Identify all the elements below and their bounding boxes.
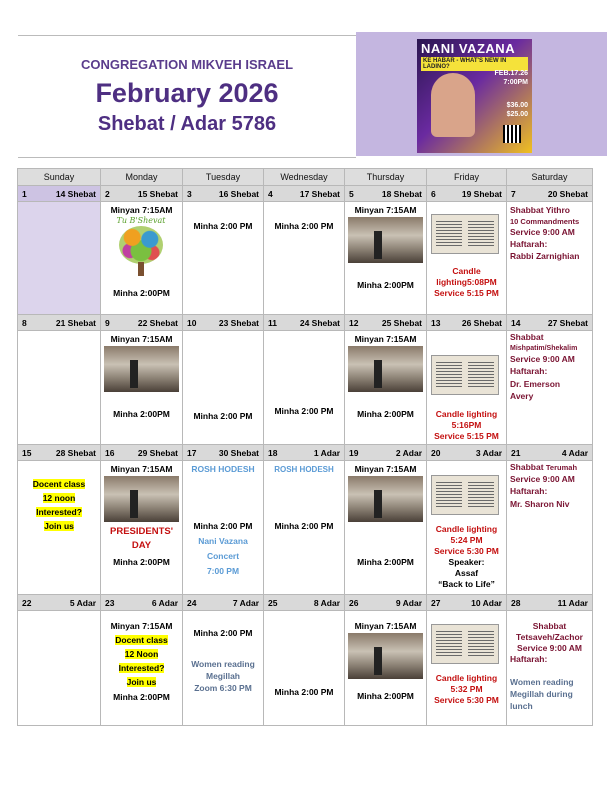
day-cell-mon xyxy=(101,331,183,445)
torah-scroll-photo xyxy=(431,624,499,664)
date-cell xyxy=(427,186,507,202)
date-cell xyxy=(264,186,345,202)
day-cell-fri xyxy=(427,331,507,445)
rosh-hodesh-label: ROSH HODESH xyxy=(191,464,255,474)
date-number: 18 xyxy=(268,447,278,458)
docent-class-note xyxy=(18,493,100,504)
minha-text: Minha 2:00 PM xyxy=(193,521,253,531)
hebrew-date: 20 Shebat xyxy=(547,188,588,199)
candle-lighting-text: Candle xyxy=(452,266,481,276)
megillah-reading-2: Megillah xyxy=(205,671,240,681)
minha-text: Minha 2:00PM xyxy=(357,409,414,419)
minha-text: Minha 2:00 PM xyxy=(274,406,334,416)
minyan-text: Minyan 7:15AM xyxy=(110,464,173,474)
service-text: Service 5:15 PM xyxy=(434,431,499,441)
candle-lighting-text: Candle lighting xyxy=(435,524,498,534)
date-number: 21 xyxy=(511,447,521,458)
shabbat-name: Shabbat xyxy=(532,621,567,631)
hebrew-date: 24 Shebat xyxy=(299,317,340,328)
day-cell-fri xyxy=(427,611,507,726)
date-number: 8 xyxy=(22,317,27,328)
header-bottom-rule xyxy=(18,157,356,158)
candle-lighting-text: Candle lighting xyxy=(435,673,498,683)
week-2-date-row xyxy=(18,315,593,331)
date-number: 24 xyxy=(187,597,197,608)
day-cell-sat xyxy=(507,202,593,315)
date-number: 3 xyxy=(187,188,192,199)
date-cell xyxy=(427,445,507,461)
date-number: 23 xyxy=(105,597,115,608)
speaker-label: Speaker: xyxy=(448,557,485,567)
date-cell xyxy=(101,445,183,461)
hebrew-date: 22 Shebat xyxy=(137,317,178,328)
docent-line-3: Interested? xyxy=(118,663,165,673)
date-cell xyxy=(18,445,101,461)
date-cell xyxy=(427,315,507,331)
synagogue-photo xyxy=(104,346,179,392)
day-cell-tue xyxy=(183,331,264,445)
date-cell xyxy=(18,595,101,611)
day-cell-mon xyxy=(101,461,183,595)
poster-date-text: FEB.17.26 xyxy=(494,70,528,77)
calendar-grid xyxy=(17,168,593,726)
docent-line-2: 12 Noon xyxy=(124,649,159,659)
docent-class-note xyxy=(101,663,182,674)
service-text: Service 5:30 PM xyxy=(434,695,499,705)
synagogue-photo xyxy=(348,476,423,522)
docent-class-note xyxy=(101,649,182,660)
date-number: 11 xyxy=(268,317,277,328)
hebrew-date: 16 Shebat xyxy=(218,188,259,199)
week-3-date-row xyxy=(18,445,593,461)
hebrew-date: 7 Adar xyxy=(232,597,259,608)
tree-crown xyxy=(119,226,163,264)
date-cell xyxy=(183,315,264,331)
torah-scroll-photo xyxy=(431,214,499,254)
poster-price-2: $25.00 xyxy=(506,111,528,118)
hebrew-date: 4 Adar xyxy=(561,447,588,458)
parasha-note: Mishpatim/Shekalim xyxy=(510,345,578,352)
month-title: February 2026 xyxy=(95,78,279,108)
minyan-text: Minyan 7:15AM xyxy=(354,464,417,474)
date-number: 27 xyxy=(431,597,441,608)
synagogue-photo xyxy=(104,476,179,522)
minha-text: Minha 2:00 PM xyxy=(274,221,334,231)
service-text: Service 9:00 AM xyxy=(510,354,575,364)
hebrew-date: 6 Adar xyxy=(151,597,178,608)
date-number: 14 xyxy=(511,317,521,328)
day-cell-sun xyxy=(18,611,101,726)
concert-poster xyxy=(417,39,532,153)
hebrew-date: 3 Adar xyxy=(475,447,502,458)
weekday-saturday: Saturday xyxy=(507,169,593,186)
congregation-name: CONGREGATION MIKVEH ISRAEL xyxy=(80,57,294,72)
haftarah-reader: Dr. Emerson xyxy=(510,379,561,389)
docent-class-note xyxy=(18,479,100,490)
torah-scroll-photo xyxy=(431,475,499,515)
torah-scroll-photo xyxy=(431,355,499,395)
service-text: Service 9:00 AM xyxy=(517,643,582,653)
megillah-reading-3: lunch xyxy=(510,701,533,711)
shabbat-label: Shabbat xyxy=(510,462,544,472)
haftarah-label: Haftarah: xyxy=(510,239,548,249)
date-cell xyxy=(18,186,101,202)
date-cell xyxy=(101,595,183,611)
hebrew-date: 30 Shebat xyxy=(218,447,259,458)
day-cell-thu xyxy=(345,611,427,726)
docent-class-note xyxy=(18,521,100,532)
minha-text: Minha 2:00PM xyxy=(357,557,414,567)
megillah-zoom-time: Zoom 6:30 PM xyxy=(194,683,252,693)
date-number: 13 xyxy=(431,317,441,328)
weekday-thursday: Thursday xyxy=(345,169,427,186)
synagogue-photo xyxy=(348,217,423,263)
week-3-events-row xyxy=(18,461,593,595)
date-cell xyxy=(345,445,427,461)
poster-date xyxy=(495,69,528,87)
date-cell xyxy=(183,595,264,611)
concert-time: 7:00 PM xyxy=(206,566,240,576)
day-cell-wed xyxy=(264,461,345,595)
docent-line-1: Docent class xyxy=(32,479,86,489)
haftarah-reader: Mr. Sharon Niv xyxy=(510,499,570,509)
date-cell xyxy=(264,445,345,461)
parasha-note: 10 Commandments xyxy=(510,217,580,226)
minha-text: Minha 2:00PM xyxy=(113,409,170,419)
day-cell-wed xyxy=(264,331,345,445)
minyan-text: Minyan 7:15AM xyxy=(110,205,173,215)
parasha-name: Tetsaveh/Zachor xyxy=(516,632,583,642)
hebrew-date: 25 Shebat xyxy=(381,317,422,328)
date-number: 12 xyxy=(349,317,359,328)
hebrew-date: 17 Shebat xyxy=(299,188,340,199)
parasha-note: Terumah xyxy=(545,463,578,472)
day-cell-sat xyxy=(507,461,593,595)
date-cell xyxy=(507,186,593,202)
haftarah-reader-2: Avery xyxy=(510,391,534,401)
day-cell-tue xyxy=(183,461,264,595)
date-cell xyxy=(427,595,507,611)
date-cell xyxy=(345,595,427,611)
date-number: 10 xyxy=(187,317,197,328)
haftarah-label: Haftarah: xyxy=(510,486,548,496)
weekday-tuesday: Tuesday xyxy=(183,169,264,186)
day-cell-mon xyxy=(101,611,183,726)
day-cell-sun xyxy=(18,331,101,445)
date-number: 7 xyxy=(511,188,516,199)
date-cell xyxy=(507,595,593,611)
date-number: 20 xyxy=(431,447,441,458)
date-cell xyxy=(264,595,345,611)
megillah-reading: Women reading xyxy=(510,677,574,687)
candle-lighting-text: Candle lighting xyxy=(435,409,498,419)
minha-text: Minha 2:00PM xyxy=(357,280,414,290)
date-number: 15 xyxy=(22,447,32,458)
speaker-name: Assaf xyxy=(454,568,479,578)
minyan-text: Minyan 7:15AM xyxy=(354,334,417,344)
poster-title: NANI VAZANA xyxy=(421,41,516,56)
hebrew-date: 21 Shebat xyxy=(55,317,96,328)
service-text: Service 5:30 PM xyxy=(434,546,499,556)
docent-class-note xyxy=(101,677,182,688)
synagogue-photo xyxy=(348,346,423,392)
week-1-date-row xyxy=(18,186,593,202)
day-cell-wed xyxy=(264,202,345,315)
minyan-text: Minyan 7:15AM xyxy=(354,621,417,631)
day-cell-tue xyxy=(183,611,264,726)
minha-text: Minha 2:00PM xyxy=(113,692,170,702)
date-cell xyxy=(183,445,264,461)
day-cell-sun xyxy=(18,461,101,595)
candle-time-text: lighting5:08PM xyxy=(436,277,497,287)
minha-text: Minha 2:00 PM xyxy=(274,521,334,531)
hebrew-date: 10 Adar xyxy=(471,597,502,608)
hebrew-date: 23 Shebat xyxy=(218,317,259,328)
poster-price-1: $36.00 xyxy=(506,102,528,109)
weekday-sunday: Sunday xyxy=(18,169,101,186)
date-number: 2 xyxy=(105,188,110,199)
date-cell xyxy=(101,315,183,331)
minha-text: Minha 2:00 PM xyxy=(193,411,253,421)
docent-class-note xyxy=(18,507,100,518)
docent-line-2: 12 noon xyxy=(42,493,76,503)
hebrew-date: 2 Adar xyxy=(395,447,422,458)
haftarah-reader: Rabbi Zarnighian xyxy=(510,251,580,261)
day-cell-mon xyxy=(101,202,183,315)
minyan-text: Minyan 7:15AM xyxy=(354,205,417,215)
minha-text: Minha 2:00 PM xyxy=(193,628,253,638)
candle-time-text: 5:16PM xyxy=(451,420,482,430)
tree-icon xyxy=(113,216,169,280)
minha-text: Minha 2:00PM xyxy=(357,691,414,701)
date-cell xyxy=(183,186,264,202)
day-cell-sat xyxy=(507,611,593,726)
docent-line-3: Interested? xyxy=(36,507,82,517)
service-text: Service 9:00 AM xyxy=(510,474,575,484)
date-cell xyxy=(345,186,427,202)
date-number: 1 xyxy=(22,188,27,199)
concert-label: Nani Vazana xyxy=(198,536,248,546)
date-number: 5 xyxy=(349,188,354,199)
hebrew-month-title: Shebat / Adar 5786 xyxy=(97,113,277,135)
megillah-reading: Women reading xyxy=(191,659,255,669)
date-cell xyxy=(507,315,593,331)
hebrew-date: 5 Adar xyxy=(69,597,96,608)
hebrew-date: 18 Shebat xyxy=(381,188,422,199)
weekday-wednesday: Wednesday xyxy=(264,169,345,186)
week-4-events-row xyxy=(18,611,593,726)
calendar-header xyxy=(18,40,356,136)
date-number: 25 xyxy=(268,597,278,608)
speaker-topic: “Back to Life” xyxy=(438,579,495,589)
hebrew-date: 28 Shebat xyxy=(55,447,96,458)
hebrew-date: 15 Shebat xyxy=(137,188,178,199)
date-cell xyxy=(101,186,183,202)
docent-line-1: Docent class xyxy=(115,635,168,645)
date-cell xyxy=(264,315,345,331)
day-cell-thu xyxy=(345,461,427,595)
hebrew-date: 1 Adar xyxy=(313,447,340,458)
haftarah-label: Haftarah: xyxy=(510,366,548,376)
week-2-events-row xyxy=(18,331,593,445)
shabbat-name: Shabbat Yithro xyxy=(510,205,570,215)
docent-line-4: Join us xyxy=(44,521,74,531)
date-number: 17 xyxy=(187,447,197,458)
header-top-rule xyxy=(18,35,356,36)
hebrew-date: 11 Adar xyxy=(557,597,588,608)
service-text: Service 9:00 AM xyxy=(510,227,575,237)
qr-code-icon xyxy=(503,125,521,143)
minha-text: Minha 2:00PM xyxy=(113,288,170,298)
day-cell-fri xyxy=(427,461,507,595)
minha-text: Minha 2:00 PM xyxy=(274,687,334,697)
day-cell-sat xyxy=(507,331,593,445)
holiday-label: PRESIDENTS' xyxy=(110,526,173,537)
day-cell-tue xyxy=(183,202,264,315)
poster-subtitle: KE HABAR - WHAT'S NEW IN LADINO? xyxy=(421,57,528,71)
weekday-header-row xyxy=(18,169,593,186)
holiday-label: Tu B'Shevat xyxy=(116,216,166,225)
date-number: 26 xyxy=(349,597,359,608)
docent-class-note xyxy=(101,635,182,646)
megillah-reading-2: Megillah during xyxy=(510,689,573,699)
date-number: 28 xyxy=(511,597,521,608)
shabbat-name xyxy=(510,462,592,473)
day-cell-sun xyxy=(18,202,101,315)
date-number: 4 xyxy=(268,188,273,199)
date-number: 22 xyxy=(22,597,32,608)
date-number: 16 xyxy=(105,447,115,458)
tree-trunk xyxy=(138,262,144,276)
weekday-friday: Friday xyxy=(427,169,507,186)
weekday-monday: Monday xyxy=(101,169,183,186)
poster-time-text: 7:00PM xyxy=(503,79,528,86)
hebrew-date: 19 Shebat xyxy=(461,188,502,199)
hebrew-date: 27 Shebat xyxy=(547,317,588,328)
service-text: Service 5:15 PM xyxy=(434,288,499,298)
hebrew-date: 8 Adar xyxy=(313,597,340,608)
poster-prices xyxy=(507,101,528,119)
date-cell xyxy=(18,315,101,331)
minyan-text: Minyan 7:15AM xyxy=(110,621,173,631)
hebrew-date: 9 Adar xyxy=(395,597,422,608)
hebrew-date: 26 Shebat xyxy=(461,317,502,328)
week-4-date-row xyxy=(18,595,593,611)
minha-text: Minha 2:00PM xyxy=(113,557,170,567)
date-number: 9 xyxy=(105,317,110,328)
date-number: 6 xyxy=(431,188,436,199)
synagogue-photo xyxy=(348,633,423,679)
holiday-label-2: DAY xyxy=(131,540,152,551)
candle-time-text: 5:32 PM xyxy=(450,684,483,694)
day-cell-thu xyxy=(345,331,427,445)
candle-time-text: 5:24 PM xyxy=(450,535,483,545)
day-cell-fri xyxy=(427,202,507,315)
date-cell xyxy=(345,315,427,331)
day-cell-thu xyxy=(345,202,427,315)
date-number: 19 xyxy=(349,447,359,458)
docent-line-4: Join us xyxy=(126,677,157,687)
shabbat-name: Shabbat xyxy=(510,332,544,342)
hebrew-date: 29 Shebat xyxy=(137,447,178,458)
day-cell-wed xyxy=(264,611,345,726)
minha-text: Minha 2:00 PM xyxy=(193,221,253,231)
hebrew-date: 14 Shebat xyxy=(55,188,96,199)
rosh-hodesh-label: ROSH HODESH xyxy=(274,465,334,474)
date-cell xyxy=(507,445,593,461)
concert-label-2: Concert xyxy=(206,551,240,561)
minyan-text: Minyan 7:15AM xyxy=(110,334,173,344)
week-1-events-row xyxy=(18,202,593,315)
haftarah-label: Haftarah: xyxy=(510,654,548,664)
singer-photo xyxy=(431,73,475,137)
